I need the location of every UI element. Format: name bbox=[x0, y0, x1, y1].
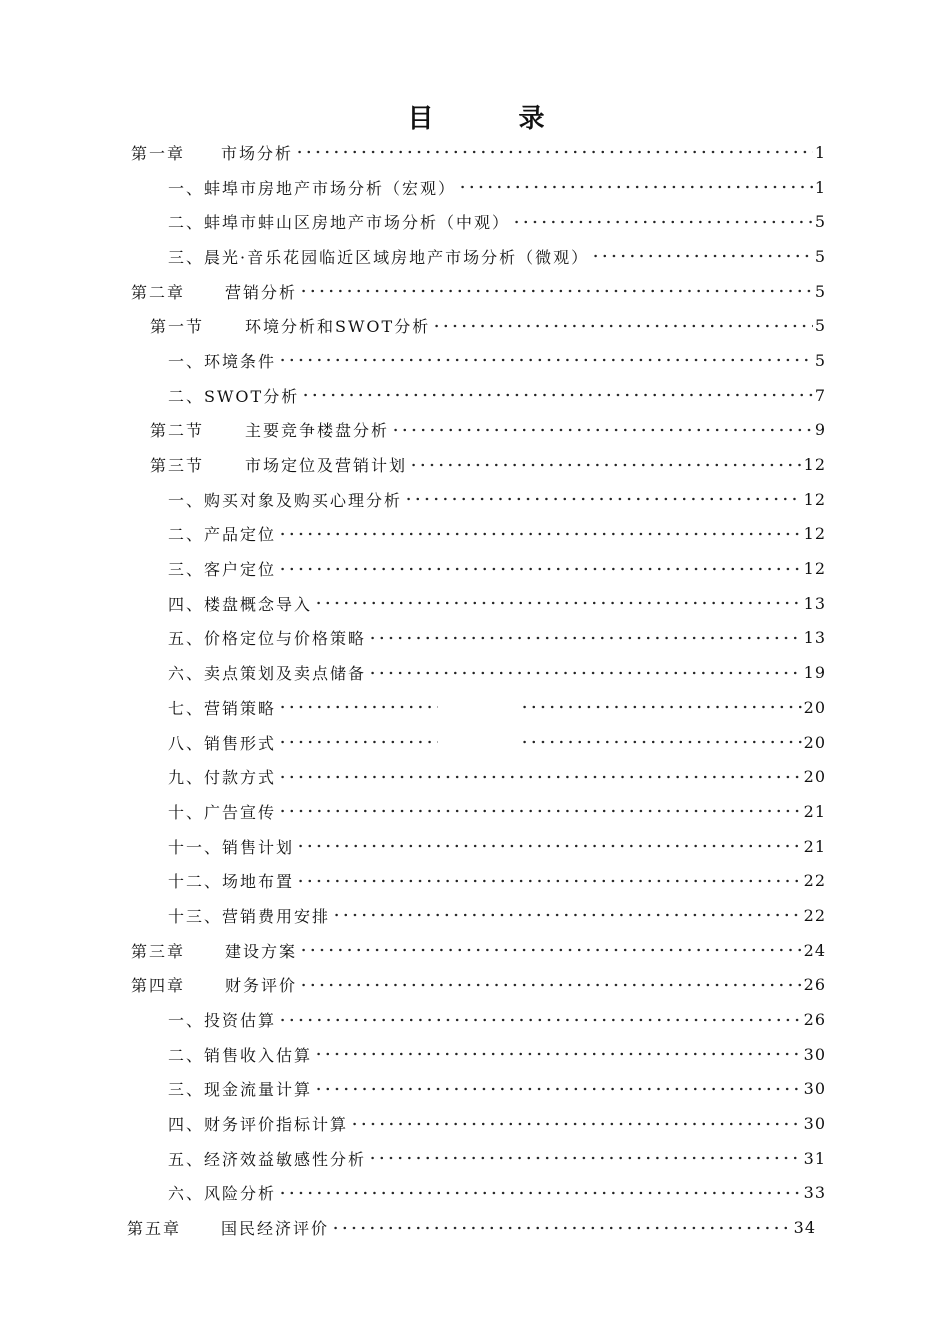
toc-entry-item[interactable] bbox=[0, 204, 950, 239]
toc-entry-title: 十二、场地布置 bbox=[168, 872, 295, 892]
toc-entry-section[interactable] bbox=[0, 413, 950, 448]
dot-leader bbox=[278, 561, 802, 577]
toc-entry-page: 9 bbox=[814, 420, 826, 440]
dot-leader bbox=[278, 734, 802, 750]
toc-entry-title: 建设方案 bbox=[225, 941, 298, 961]
toc-entry-page: 20 bbox=[803, 732, 826, 752]
dot-leader bbox=[278, 699, 802, 715]
toc-entry-number: 第一节 bbox=[150, 317, 205, 337]
toc-entry-title: 九、付款方式 bbox=[168, 768, 277, 788]
toc-entry-title: 七、营销策略 bbox=[168, 698, 277, 718]
dot-leader bbox=[299, 283, 813, 299]
toc-entry-page: 5 bbox=[814, 246, 826, 266]
dot-leader bbox=[278, 803, 802, 819]
toc-entry-page: 12 bbox=[803, 524, 826, 544]
toc-entry-title: 十三、营销费用安排 bbox=[168, 906, 331, 926]
toc-entry-page: 13 bbox=[803, 593, 826, 613]
toc-entry-title: 一、投资估算 bbox=[168, 1011, 277, 1031]
dot-leader bbox=[512, 214, 813, 230]
toc-entry-title: 四、楼盘概念导入 bbox=[168, 594, 313, 614]
toc-entry-item[interactable] bbox=[0, 655, 950, 690]
toc-entry-page: 22 bbox=[803, 905, 826, 925]
dot-leader-segment bbox=[278, 734, 438, 750]
dot-leader bbox=[391, 422, 813, 438]
toc-list bbox=[0, 135, 950, 1245]
toc-entry-page: 30 bbox=[803, 1114, 826, 1134]
toc-entry-item[interactable] bbox=[0, 170, 950, 205]
dot-leader bbox=[314, 1081, 802, 1097]
dot-leader bbox=[278, 769, 802, 785]
toc-entry-item[interactable] bbox=[0, 239, 950, 274]
dot-leader bbox=[299, 942, 802, 958]
toc-entry-item[interactable] bbox=[0, 690, 950, 725]
toc-entry-item[interactable] bbox=[0, 551, 950, 586]
dot-leader bbox=[278, 352, 813, 368]
toc-entry-number: 第三节 bbox=[150, 456, 205, 476]
toc-entry-title: 市场分析 bbox=[221, 143, 294, 163]
toc-entry-item[interactable] bbox=[0, 1072, 950, 1107]
dot-leader bbox=[350, 1116, 802, 1132]
toc-entry-page: 24 bbox=[803, 940, 826, 960]
toc-entry-item[interactable] bbox=[0, 586, 950, 621]
toc-entry-number: 第四章 bbox=[131, 976, 186, 996]
toc-entry-item[interactable] bbox=[0, 1176, 950, 1211]
dot-leader bbox=[278, 1185, 802, 1201]
dot-leader bbox=[331, 1220, 792, 1236]
toc-entry-title: 三、现金流量计算 bbox=[168, 1080, 313, 1100]
toc-entry-item[interactable] bbox=[0, 1106, 950, 1141]
toc-entry-title: 国民经济评价 bbox=[221, 1219, 330, 1239]
dot-leader bbox=[404, 491, 802, 507]
toc-entry-title: 营销分析 bbox=[225, 282, 298, 302]
toc-entry-title: 二、SWOT分析 bbox=[168, 386, 300, 406]
toc-entry-section[interactable] bbox=[0, 308, 950, 343]
toc-entry-item[interactable] bbox=[0, 621, 950, 656]
toc-entry-item[interactable] bbox=[0, 482, 950, 517]
toc-entry-page: 21 bbox=[803, 801, 826, 821]
toc-entry-item[interactable] bbox=[0, 829, 950, 864]
toc-entry-page: 20 bbox=[803, 767, 826, 787]
dot-leader bbox=[458, 179, 813, 195]
toc-entry-number: 第五章 bbox=[127, 1219, 182, 1239]
toc-entry-title: 二、产品定位 bbox=[168, 525, 277, 545]
toc-entry-page: 22 bbox=[803, 871, 826, 891]
toc-entry-title: 三、客户定位 bbox=[168, 560, 277, 580]
dot-leader bbox=[296, 838, 802, 854]
dot-leader bbox=[591, 248, 813, 264]
toc-entry-page: 19 bbox=[803, 663, 826, 683]
toc-entry-title: 五、价格定位与价格策略 bbox=[168, 629, 367, 649]
dot-leader-segment bbox=[520, 699, 802, 715]
toc-entry-page: 21 bbox=[803, 836, 826, 856]
toc-entry-title: 六、卖点策划及卖点储备 bbox=[168, 664, 367, 684]
toc-entry-item[interactable] bbox=[0, 1141, 950, 1176]
toc-entry-page: 20 bbox=[803, 697, 826, 717]
dot-leader-gap bbox=[438, 734, 520, 750]
toc-entry-title: 市场定位及营销计划 bbox=[245, 456, 408, 476]
toc-entry-page: 5 bbox=[814, 316, 826, 336]
toc-entry-chapter[interactable] bbox=[0, 1210, 950, 1245]
toc-entry-title: 六、风险分析 bbox=[168, 1184, 277, 1204]
toc-entry-title: 一、蚌埠市房地产市场分析（宏观） bbox=[168, 178, 457, 198]
toc-entry-title: 十、广告宣传 bbox=[168, 802, 277, 822]
dot-leader bbox=[301, 387, 813, 403]
toc-entry-page: 33 bbox=[803, 1183, 826, 1203]
dot-leader-gap bbox=[438, 699, 520, 715]
toc-entry-title: 三、晨光·音乐花园临近区域房地产市场分析（微观） bbox=[168, 247, 590, 267]
dot-leader-segment bbox=[520, 734, 802, 750]
dot-leader bbox=[296, 873, 802, 889]
toc-entry-title: 二、蚌埠市蚌山区房地产市场分析（中观） bbox=[168, 213, 511, 233]
dot-leader-segment bbox=[278, 699, 438, 715]
toc-entry-page: 12 bbox=[803, 559, 826, 579]
toc-entry-page: 1 bbox=[814, 177, 826, 197]
dot-leader bbox=[409, 457, 802, 473]
toc-entry-page: 13 bbox=[803, 628, 826, 648]
dot-leader bbox=[332, 907, 802, 923]
toc-entry-item[interactable] bbox=[0, 378, 950, 413]
toc-entry-item[interactable] bbox=[0, 725, 950, 760]
dot-leader bbox=[314, 595, 802, 611]
toc-entry-page: 34 bbox=[793, 1218, 816, 1238]
toc-entry-chapter[interactable] bbox=[0, 135, 950, 170]
dot-leader bbox=[299, 977, 802, 993]
toc-entry-item[interactable] bbox=[0, 794, 950, 829]
toc-entry-page: 5 bbox=[814, 350, 826, 370]
toc-entry-number: 第一章 bbox=[131, 143, 186, 163]
toc-entry-chapter[interactable] bbox=[0, 274, 950, 309]
toc-entry-item[interactable] bbox=[0, 759, 950, 794]
toc-entry-title: 一、购买对象及购买心理分析 bbox=[168, 490, 403, 510]
toc-entry-number: 第三章 bbox=[131, 941, 186, 961]
toc-entry-item[interactable] bbox=[0, 517, 950, 552]
dot-leader bbox=[278, 526, 802, 542]
dot-leader bbox=[314, 1046, 802, 1062]
toc-entry-page: 30 bbox=[803, 1044, 826, 1064]
toc-entry-number: 第二节 bbox=[150, 421, 205, 441]
toc-entry-page: 31 bbox=[803, 1148, 826, 1168]
toc-entry-title: 八、销售形式 bbox=[168, 733, 277, 753]
toc-entry-page: 1 bbox=[814, 142, 826, 162]
toc-entry-page: 5 bbox=[814, 212, 826, 232]
toc-entry-title: 一、环境条件 bbox=[168, 351, 277, 371]
dot-leader bbox=[432, 318, 813, 334]
toc-entry-page: 5 bbox=[814, 281, 826, 301]
toc-title: 目 录 bbox=[407, 104, 583, 134]
toc-entry-item[interactable] bbox=[0, 1037, 950, 1072]
toc-entry-page: 12 bbox=[803, 455, 826, 475]
toc-entry-item[interactable] bbox=[0, 863, 950, 898]
toc-entry-title: 主要竞争楼盘分析 bbox=[245, 421, 390, 441]
toc-entry-title: 五、经济效益敏感性分析 bbox=[168, 1149, 367, 1169]
toc-entry-page: 7 bbox=[814, 385, 826, 405]
dot-leader bbox=[368, 1150, 802, 1166]
toc-entry-title: 环境分析和SWOT分析 bbox=[245, 317, 431, 337]
toc-entry-page: 26 bbox=[803, 1010, 826, 1030]
toc-entry-title: 财务评价 bbox=[225, 976, 298, 996]
toc-entry-page: 26 bbox=[803, 975, 826, 995]
dot-leader bbox=[295, 144, 813, 160]
dot-leader bbox=[368, 630, 802, 646]
toc-entry-chapter[interactable] bbox=[0, 933, 950, 968]
toc-entry-title: 四、财务评价指标计算 bbox=[168, 1115, 349, 1135]
toc-entry-item[interactable] bbox=[0, 1002, 950, 1037]
toc-entry-page: 30 bbox=[803, 1079, 826, 1099]
dot-leader bbox=[368, 665, 802, 681]
toc-entry-section[interactable] bbox=[0, 447, 950, 482]
toc-entry-item[interactable] bbox=[0, 343, 950, 378]
dot-leader bbox=[278, 1012, 802, 1028]
toc-entry-item[interactable] bbox=[0, 898, 950, 933]
toc-entry-title: 十一、销售计划 bbox=[168, 837, 295, 857]
toc-entry-page: 12 bbox=[803, 489, 826, 509]
toc-entry-number: 第二章 bbox=[131, 282, 186, 302]
toc-entry-title: 二、销售收入估算 bbox=[168, 1045, 313, 1065]
toc-entry-chapter[interactable] bbox=[0, 968, 950, 1003]
